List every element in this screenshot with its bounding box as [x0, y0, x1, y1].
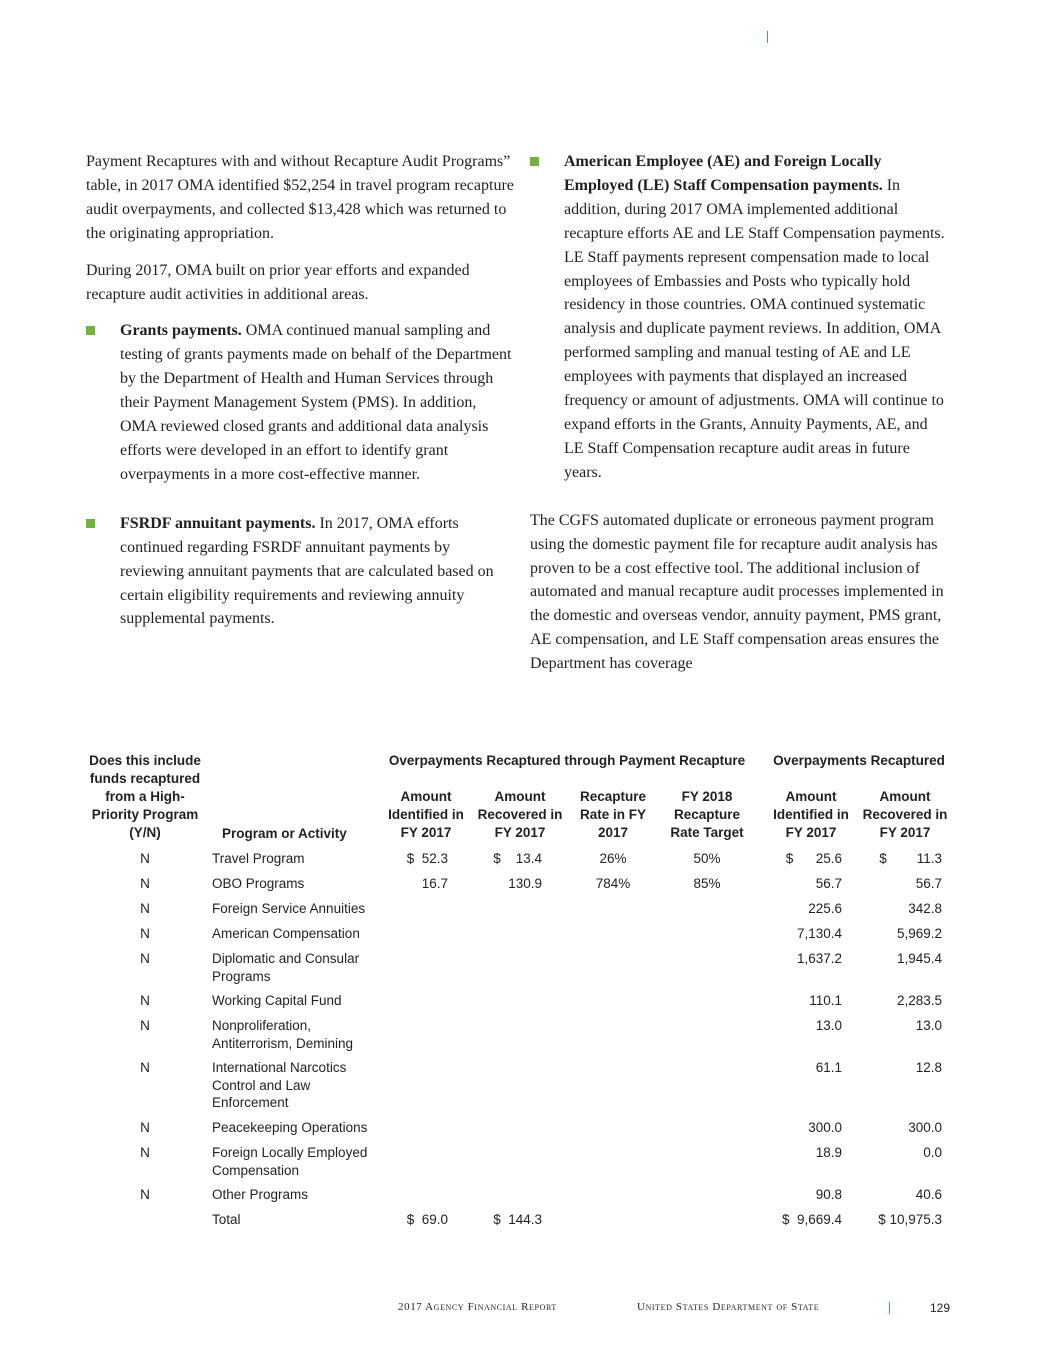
cell-amount-recovered-2: 13.0 [915, 1018, 942, 1033]
cell-program: Foreign Service Annuities [212, 901, 366, 916]
cell-amount-recovered-2: 342.8 [908, 901, 942, 916]
cell-rate-target: 50% [693, 851, 721, 866]
cell-program: Diplomatic and Consular Programs [212, 951, 360, 984]
bullet-square-icon [86, 326, 95, 335]
header-recapture-rate: Recapture Rate in FY 2017 [579, 789, 647, 840]
cell-high-priority: N [140, 1187, 150, 1202]
bullet-grants [86, 319, 516, 486]
cell-program: Other Programs [212, 1187, 309, 1202]
cell-amount-recovered-2: 12.8 [915, 1060, 942, 1075]
cell-amount-identified-2: 61.1 [815, 1060, 842, 1075]
bullet-text: In addition, during 2017 OMA implemented additional recapture efforts AE and LE Staff Compensation payments. LE Staff payments represent compensation made to local employees of Embassies and Posts who typically hold residency in those countries. OMA continued systematic analysis and duplicate payment reviews. In addition, OMA performed sampling and manual testing of AE and LE employees with payments that displayed an increased frequency or amount of adjustments. OMA will continue to expand efforts in the Grants, Annuity Payments, AE, and LE Staff Compensation recapture audit areas in future years. [564, 176, 945, 481]
cell-program: Foreign Locally Employed Compensation [212, 1145, 368, 1178]
cell-high-priority: N [140, 876, 150, 891]
cell-high-priority: N [140, 951, 150, 966]
cell-program: International Narcotics Control and Law Enforcement [212, 1060, 347, 1110]
cell-high-priority: N [140, 993, 150, 1008]
cell-amount-recovered: 130.9 [508, 876, 542, 891]
cell-amount-recovered-2: 0.0 [923, 1145, 942, 1160]
cell-amount-identified-2: 300.0 [808, 1120, 842, 1135]
bullet-text: OMA continued manual sampling and testing of grants payments made on behalf of the Department by the Department of Health and Human Services through their Payment Management System (PMS). In addition, OMA reviewed closed grants and additional data analysis efforts were developed in an effort to identify grant overpayments in a more cost-effective manner. [120, 322, 512, 483]
cell-amount-recovered: $ 13.4 [493, 851, 542, 866]
paragraph: Payment Recaptures with and without Recapture Audit Programs” table, in 2017 OMA identified $52,254 in travel program recapture audit overpayments, and collected $13,428 which was returned to the originating appropriation. [86, 153, 514, 242]
cell-high-priority: N [140, 1145, 150, 1160]
paragraph: The CGFS automated duplicate or erroneous payment program using the domestic payment file for recapture audit analysis has proven to be a cost effective tool. The additional inclusion of automated and manual recapture audit processes implemented in the domestic and overseas vendor, annuity payment, PMS grant, AE compensation, and LE Staff compensation areas ensures the Department has coverage [530, 511, 944, 673]
cell-amount-recovered-2: 5,969.2 [896, 926, 942, 941]
bullet-text: In 2017, OMA efforts continued regarding FSRDF annuitant payments by reviewing annuitant payments that are calculated based on certain eligibility requirements and reviewing annuity supplemental payments. [120, 514, 494, 628]
footer-divider [889, 1302, 890, 1314]
cell-program: American Compensation [212, 926, 360, 941]
cell-amount-identified: $ 52.3 [406, 851, 448, 866]
paragraph: During 2017, OMA built on prior year efforts and expanded recapture audit activities in additional areas. [86, 261, 470, 303]
cell-amount-identified-2: $ 9,669.4 [781, 1212, 842, 1227]
header-program: Program or Activity [222, 826, 347, 841]
bullet-title: FSRDF annuitant payments. [120, 514, 316, 532]
cell-amount-recovered-2: 40.6 [915, 1187, 942, 1202]
bullet-square-icon [86, 519, 95, 528]
cell-high-priority: N [140, 851, 150, 866]
header-amount-recovered: Amount Recovered in FY 2017 [477, 789, 563, 840]
cell-program: Peacekeeping Operations [212, 1120, 368, 1135]
cell-amount-identified-2: 110.1 [809, 993, 842, 1008]
right-column [530, 150, 950, 676]
footer-report-title: 2017 Agency Financial Report [398, 1301, 557, 1313]
cell-amount-identified-2: 7,130.4 [796, 926, 842, 941]
cell-amount-recovered-2: 1,945.4 [896, 951, 942, 966]
cell-amount-recovered-2: 300.0 [908, 1120, 942, 1135]
group-header-payment-recapture: Overpayments Recaptured through Payment Recapture [388, 753, 746, 768]
cell-high-priority: N [140, 1018, 150, 1033]
cell-program: Travel Program [212, 851, 305, 866]
cell-amount-identified-2: $ 25.6 [785, 851, 842, 866]
header-amount-identified-2: Amount Identified in FY 2017 [773, 789, 849, 840]
cell-high-priority: N [140, 1120, 150, 1135]
cell-program: Nonproliferation, Antiterrorism, Demining [212, 1018, 354, 1051]
cell-program: Total [212, 1212, 241, 1227]
header-amount-identified: Amount Identified in FY 2017 [388, 789, 464, 840]
cell-amount-identified: $ 69.0 [406, 1212, 448, 1227]
cell-amount-identified-2: 18.9 [815, 1145, 842, 1160]
cell-amount-identified-2: 13.0 [815, 1018, 842, 1033]
cell-program: Working Capital Fund [212, 993, 342, 1008]
cell-recapture-rate: 26% [599, 851, 627, 866]
cell-amount-recovered: $ 144.3 [493, 1212, 542, 1227]
cell-amount-identified-2: 56.7 [815, 876, 842, 891]
header-divider [767, 31, 768, 43]
cell-amount-identified-2: 1,637.2 [796, 951, 842, 966]
footer-department: United States Department of State [637, 1301, 820, 1313]
cell-amount-recovered-2: 2,283.5 [896, 993, 942, 1008]
cell-recapture-rate: 784% [595, 876, 631, 891]
bullet-fsrdf [86, 512, 516, 632]
header-amount-recovered-2: Amount Recovered in FY 2017 [862, 789, 948, 840]
cell-high-priority: N [140, 1060, 150, 1075]
cell-high-priority: N [140, 926, 150, 941]
cell-amount-identified-2: 225.6 [808, 901, 842, 916]
bullet-ae-le [530, 150, 950, 485]
header-rate-target: FY 2018 Recapture Rate Target [670, 789, 744, 840]
group-header-overpayments-recaptured: Overpayments Recaptured [773, 753, 945, 768]
bullet-title: Grants payments. [120, 322, 242, 340]
header-yn: Does this include funds recaptured from a High-Priority Program (Y/N) [89, 753, 201, 840]
bullet-title: American Employee (AE) and Foreign Locally Employed (LE) Staff Compensation payments. [564, 153, 883, 194]
cell-rate-target: 85% [693, 876, 721, 891]
cell-amount-recovered-2: $ 11.3 [879, 851, 942, 866]
left-column [86, 150, 516, 631]
cell-amount-identified: 16.7 [421, 876, 448, 891]
cell-amount-recovered-2: $ 10,975.3 [878, 1212, 942, 1227]
bullet-square-icon [530, 157, 539, 166]
cell-amount-identified-2: 90.8 [815, 1187, 842, 1202]
cell-high-priority: N [140, 901, 150, 916]
cell-amount-recovered-2: 56.7 [915, 876, 942, 891]
cell-program: OBO Programs [212, 876, 305, 891]
page-number: 129 [930, 1301, 951, 1315]
